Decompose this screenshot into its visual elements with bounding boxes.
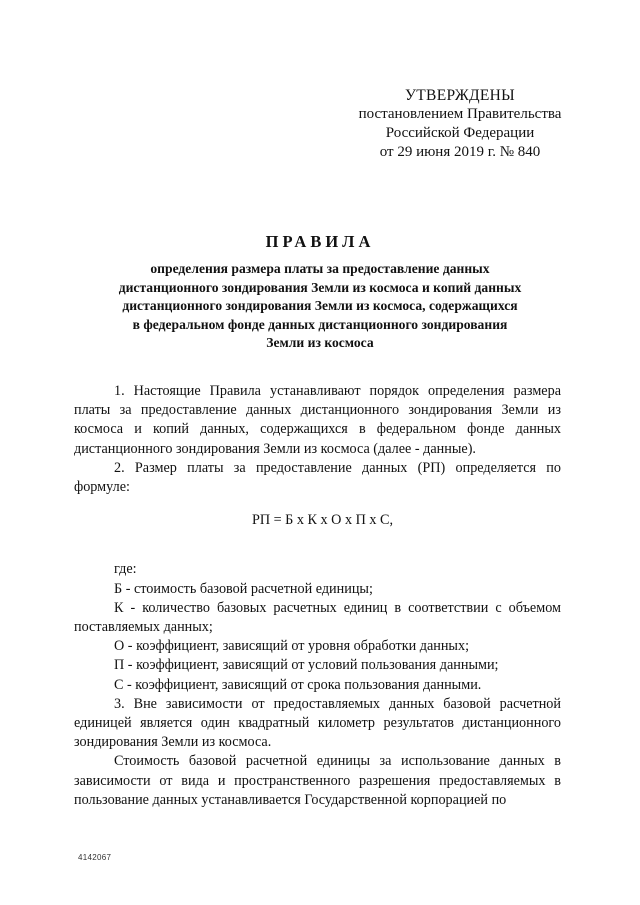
definition-p: П - коэффициент, зависящий от условий пользования данными; [114,657,499,674]
approval-line-3: от 29 июня 2019 г. № 840 [379,144,541,160]
approval-line-2: Российской Федерации [385,125,535,141]
document-title: ПРАВИЛА [265,232,375,251]
subtitle-line-4: в федеральном фонде данных дистанционного зондирования [132,316,508,332]
paragraph-2: 2. Размер платы за предоставление данных (РП) определяется по формуле: [74,459,561,496]
document-body [74,382,561,810]
definition-b: Б - стоимость базовой расчетной единицы; [114,580,373,597]
paragraph-3: 3. Вне зависимости от предоставляемых данных базовой расчетной единицей является один квадратный километр результатов дистанционного зондирования Земли из космоса. [74,695,561,751]
subtitle-line-3: дистанционного зондирования Земли из космоса, содержащихся [122,298,518,313]
paragraph-1: 1. Настоящие Правила устанавливают порядок определения размера платы за предоставление данных дистанционного зондирования Земли из космоса и копий данных, содержащихся в федеральном фонде данных дистанционного зондирования Земли из космоса (далее - данные). [74,383,561,457]
document-subtitle [80,260,560,353]
formula-where: где: [114,561,137,578]
definition-k: К - количество базовых расчетных единиц в соответствии с объемом поставляемых данных; [74,599,561,636]
subtitle-line-5: Земли из космоса [266,335,374,350]
definition-c: С - коэффициент, зависящий от срока пользования данными. [114,676,482,693]
document-code: 4142067 [78,853,112,862]
approval-line-1: постановлением Правительства [358,106,562,122]
subtitle-line-2: дистанционного зондирования Земли из космоса и копий данных [118,279,522,295]
subtitle-line-1: определения размера платы за предоставление данных [150,261,490,276]
approval-heading: УТВЕРЖДЕНЫ [405,87,515,104]
definition-o: О - коэффициент, зависящий от уровня обработки данных; [114,638,470,655]
approval-block [355,86,565,162]
paragraph-4: Стоимость базовой расчетной единицы за использование данных в зависимости от вида и пространственного разрешения предоставляемых в пользование данных устанавливается Государственной корпорацией по [74,753,561,808]
formula: РП = Б x К x О x П x С, [251,512,394,529]
